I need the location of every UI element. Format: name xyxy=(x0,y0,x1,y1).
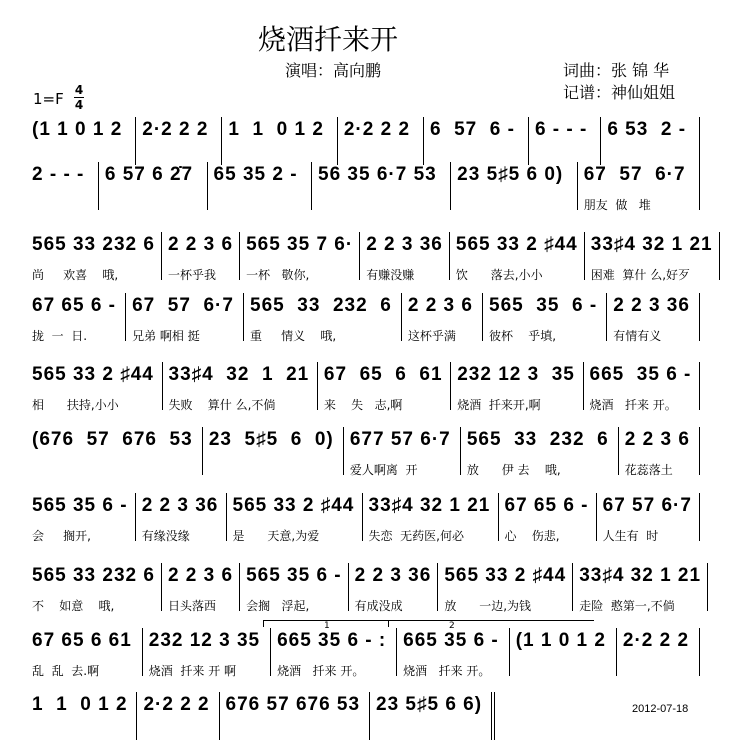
measure-notes: 565 35 6 - xyxy=(489,295,598,316)
measure xyxy=(449,232,584,280)
measure xyxy=(450,162,577,210)
measure-notes: 67 65 6 - xyxy=(32,295,116,316)
measure xyxy=(596,493,700,541)
measure-lyrics: 走险 憨第一,不倘 xyxy=(579,599,675,613)
measure-notes: 23 5♯5 6 0) xyxy=(208,429,334,450)
measure-notes: 2 2 3 36 xyxy=(613,295,690,316)
measure-notes: 2 - - - xyxy=(32,164,85,185)
measure xyxy=(136,692,218,740)
measure-notes: 232 12 3 35 xyxy=(148,630,261,651)
measure-notes: 665 35 6 - : xyxy=(277,630,387,651)
measure-notes: 2 2 3 6 xyxy=(624,429,690,450)
measure xyxy=(311,162,450,210)
measure xyxy=(583,362,701,410)
measure xyxy=(30,563,161,611)
measure-notes: 676 57 676 53 xyxy=(225,694,361,715)
measure-lyrics xyxy=(457,196,571,210)
measure xyxy=(362,493,498,541)
measure-notes: 565 33 2 ♯44 xyxy=(444,565,567,586)
measure-lyrics xyxy=(32,461,196,475)
measure-notes: 2 2 3 36 xyxy=(354,565,432,586)
measure-lyrics: 失败 算什 么,不倘 xyxy=(168,398,276,412)
measure-notes: 232 12 3 35 xyxy=(457,364,575,385)
measure-lyrics: 烧酒 扦来 开。 xyxy=(277,664,365,678)
measure-lyrics xyxy=(143,726,212,740)
measure-notes: 2·2 2 2 xyxy=(343,119,411,140)
measure xyxy=(423,117,528,165)
measure-notes: 6 53 2 - xyxy=(607,119,687,140)
measure-notes: 23 5♯5 6 6) xyxy=(376,694,483,715)
measure xyxy=(450,362,582,410)
measure-lyrics: 乱 乱 去.啊 xyxy=(32,664,100,678)
measure xyxy=(142,628,270,676)
measure xyxy=(135,493,226,541)
measure-lyrics: 来 失 志,啊 xyxy=(323,398,403,412)
measure xyxy=(343,427,460,475)
measure-notes: 67 65 6 - xyxy=(504,495,589,516)
measure-notes: 23 5♯5 6 0) xyxy=(457,164,564,185)
measure xyxy=(202,427,343,475)
measure-lyrics: 是 天意,为爱 xyxy=(232,529,320,543)
measure-lyrics: 爱人啊离 开 xyxy=(349,463,418,477)
measure-lyrics: 会搁 浮起, xyxy=(246,599,310,613)
measure xyxy=(600,117,700,165)
measure-lyrics xyxy=(376,726,485,740)
measure-notes: (676 57 676 53 xyxy=(32,429,193,450)
measure-notes: 2 2 3 36 xyxy=(141,495,219,516)
measure-lyrics xyxy=(209,461,337,475)
measure xyxy=(239,563,348,611)
score-system xyxy=(30,427,700,475)
volta-1: 1 xyxy=(263,620,444,627)
measure-lyrics: 放 一边,为钱 xyxy=(444,599,532,613)
measure xyxy=(161,232,239,280)
song-title: 烧酒扦来开 xyxy=(258,23,399,56)
measure xyxy=(162,362,317,410)
measure-lyrics: 一杯 敬你, xyxy=(246,268,310,282)
measure xyxy=(161,563,239,611)
measure-notes: (1 1 0 1 2 xyxy=(515,630,606,651)
measure-lyrics: 日头落西 xyxy=(167,599,216,613)
measure xyxy=(396,628,509,676)
measure-lyrics: 不 如意 哦, xyxy=(32,599,115,613)
measure xyxy=(226,493,362,541)
score-system xyxy=(30,232,713,282)
measure-notes: 565 35 6 - xyxy=(246,565,342,586)
measure xyxy=(243,293,401,341)
measure-lyrics: 一杯乎我 xyxy=(167,268,216,282)
measure xyxy=(30,427,202,475)
measure-lyrics xyxy=(623,662,693,676)
measure-lyrics: 烧酒 扦来开,啊 xyxy=(457,398,541,412)
measure-notes: 2 2 3 36 xyxy=(366,234,443,255)
measure xyxy=(572,563,708,611)
measure xyxy=(482,293,606,341)
measure xyxy=(498,493,596,541)
score-system xyxy=(30,628,700,676)
measure-notes: 2·2 2 2 xyxy=(622,630,690,651)
measure-notes: 33♯4 32 1 21 xyxy=(579,565,702,586)
measure-notes: 565 33 2 ♯44 xyxy=(232,495,355,516)
measure-lyrics xyxy=(32,726,130,740)
measure xyxy=(584,232,720,280)
measure-notes: 677 57 6·7 xyxy=(349,429,451,450)
measure xyxy=(30,162,98,210)
measure-lyrics: 烧酒 扦来 开。 xyxy=(403,664,491,678)
measure xyxy=(437,563,572,611)
time-signature xyxy=(74,84,84,111)
measure xyxy=(30,692,136,740)
measure xyxy=(616,628,700,676)
measure-notes: 67 57 6·7 xyxy=(602,495,692,516)
measure xyxy=(135,117,221,165)
measure-notes: 565 33 232 6 xyxy=(466,429,609,450)
measure xyxy=(30,362,162,410)
lyricist: 词曲：张 锦 华 xyxy=(563,61,670,80)
measure-notes: 2 2 3 6 xyxy=(407,295,473,316)
key-signature: 1=F xyxy=(33,90,64,108)
measure-lyrics: 有缘没缘 xyxy=(141,529,190,543)
measure-notes: 65 35 2 - xyxy=(213,164,298,185)
measure-notes: 1 1 0 1 2 xyxy=(32,694,128,715)
measure-notes: 665 35 6 - xyxy=(589,364,692,385)
measure-lyrics: 烧酒 扦来 开。 xyxy=(589,398,677,412)
measure xyxy=(219,692,369,740)
measure-lyrics: 朋友 做 堆 xyxy=(583,198,651,212)
measure xyxy=(30,493,135,541)
measure-lyrics xyxy=(318,196,444,210)
measure-lyrics: 花蕊落土 xyxy=(624,463,673,477)
score-system xyxy=(30,692,495,740)
measure xyxy=(337,117,423,165)
measure-lyrics: 人生有 时 xyxy=(602,529,659,543)
measure-notes: 565 35 6 - xyxy=(32,495,128,516)
measure-notes: 2 2 3 6 xyxy=(167,565,234,586)
measure-notes: 565 33 2 ♯44 xyxy=(32,364,154,385)
measure-notes: (1 1 0 1 2 xyxy=(32,119,123,140)
measure xyxy=(460,427,618,475)
score-system xyxy=(30,162,700,210)
measure-lyrics xyxy=(32,196,92,210)
score-system xyxy=(30,117,700,165)
measure-notes: 67 57 6·7 xyxy=(583,164,686,185)
measure xyxy=(98,162,207,210)
measure-lyrics: 放 伊 去 哦, xyxy=(466,463,561,477)
measure xyxy=(317,362,450,410)
measure-lyrics: 尚 欢喜 哦, xyxy=(32,268,119,282)
measure-lyrics: 有情有义 xyxy=(613,329,662,343)
measure-lyrics: 有成没成 xyxy=(354,599,403,613)
measure-notes: 33♯4 32 1 21 xyxy=(368,495,491,516)
measure-notes: 6 57 6 2̇7 xyxy=(104,164,194,185)
measure xyxy=(30,117,135,165)
measure xyxy=(348,563,438,611)
time-top: 4 xyxy=(74,83,84,97)
measure-lyrics: 彼杯 乎填, xyxy=(489,329,557,343)
measure-lyrics xyxy=(516,662,610,676)
measure xyxy=(606,293,700,341)
measure-lyrics: 困难 算什 么,好歹 xyxy=(590,268,691,282)
measure xyxy=(30,628,142,676)
measure-lyrics: 会 搁开, xyxy=(32,529,91,543)
measure xyxy=(270,628,396,676)
measure xyxy=(30,232,161,280)
measure-lyrics: 有赚没赚 xyxy=(366,268,415,282)
measure-notes: 565 35 7 6· xyxy=(246,234,354,255)
measure-lyrics: 兄弟 啊相 挺 xyxy=(132,329,200,343)
measure-lyrics: 烧酒 扦来 开 啊 xyxy=(148,664,237,678)
measure-notes: 565 33 232 6 xyxy=(32,565,155,586)
measure-lyrics: 拢 一 日. xyxy=(32,329,88,343)
measure-lyrics xyxy=(105,196,201,210)
measure-notes: 6 57 6 - xyxy=(429,119,515,140)
measure-notes: 2 2 3 6 xyxy=(167,234,234,255)
measure xyxy=(207,162,311,210)
transcriber: 记谱：神仙姐姐 xyxy=(563,83,676,102)
measure xyxy=(125,293,243,341)
score-system xyxy=(30,293,700,341)
measure xyxy=(528,117,600,165)
score-system xyxy=(30,563,700,611)
measure-notes: 33♯4 32 1 21 xyxy=(590,234,713,255)
measure-lyrics: 心 伤悲, xyxy=(504,529,560,543)
score-system xyxy=(30,493,700,541)
measure-notes: 67 57 6·7 xyxy=(132,295,234,316)
measure xyxy=(369,692,495,740)
measure xyxy=(221,117,336,165)
measure xyxy=(401,293,482,341)
measure xyxy=(359,232,449,280)
score-system xyxy=(30,362,700,410)
measure xyxy=(30,293,125,341)
measure-notes: 33♯4 32 1 21 xyxy=(168,364,310,385)
measure-lyrics xyxy=(214,196,305,210)
measure-notes: 2·2 2 2 xyxy=(143,694,210,715)
measure xyxy=(577,162,700,210)
measure-lyrics: 重 情义 哦, xyxy=(250,329,337,343)
measure-notes: 67 65 6 61 xyxy=(32,630,132,651)
measure-lyrics: 饮 落去,小小 xyxy=(455,268,543,282)
measure-notes: 56 35 6·7 53 xyxy=(318,164,437,185)
measure-lyrics xyxy=(226,726,363,740)
measure-notes: 665 35 6 - xyxy=(403,630,499,651)
measure-notes: 565 33 232 6 xyxy=(250,295,392,316)
measure-notes: 67 65 6 61 xyxy=(323,364,443,385)
measure xyxy=(618,427,700,475)
measure xyxy=(239,232,359,280)
measure-notes: 565 33 232 6 xyxy=(32,234,155,255)
measure-notes: 2·2 2 2 xyxy=(142,119,209,140)
measure-notes: 565 33 2 ♯44 xyxy=(455,234,578,255)
measure-notes: 1 1 0 1 2 xyxy=(228,119,324,140)
volta-2: 2 xyxy=(388,620,594,627)
measure-lyrics: 相 扶持,小小 xyxy=(32,398,119,412)
singer: 演唱：高向鹏 xyxy=(285,61,382,80)
measure-notes: 6 - - - xyxy=(534,119,588,140)
time-bottom: 4 xyxy=(74,98,84,112)
measure-lyrics: 失恋 无药医,何必 xyxy=(368,529,464,543)
measure-lyrics: 这杯乎满 xyxy=(407,329,456,343)
date: 2012-07-18 xyxy=(632,703,689,715)
measure xyxy=(509,628,616,676)
